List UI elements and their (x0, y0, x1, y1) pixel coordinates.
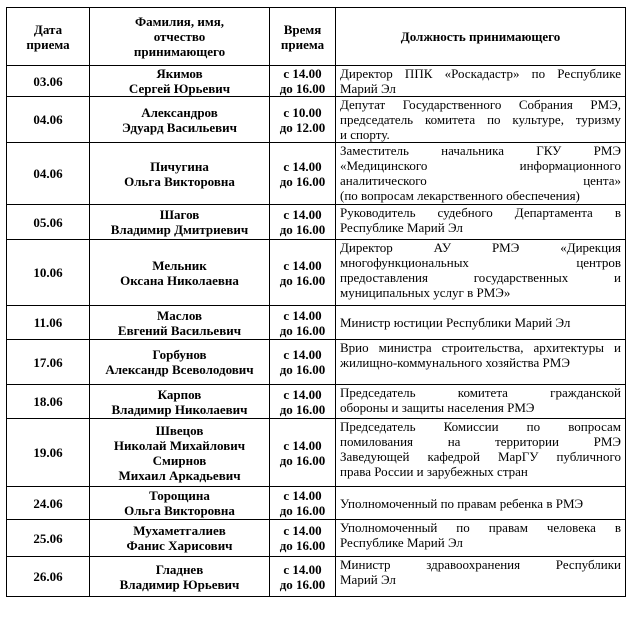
text-line: с 14.00 (283, 158, 322, 174)
cell-name (90, 66, 270, 97)
text-line: Директор ППК «Роскадастр» по Республике (340, 66, 621, 81)
text-line: Ольга Викторовна (124, 173, 235, 189)
header-time (270, 8, 336, 66)
cell-name (90, 520, 270, 557)
table-row (7, 66, 626, 97)
text-line: обороны и защиты населения РМЭ (340, 400, 535, 415)
cell-date: 10.06 (7, 240, 90, 306)
cell-name (90, 487, 270, 520)
table-row (7, 487, 626, 520)
table-body (7, 66, 626, 597)
cell-position (336, 66, 626, 97)
text-line: Карпов (157, 386, 202, 402)
cell-name (90, 143, 270, 205)
text-line: Александр Всеволодович (105, 362, 254, 377)
text-line: «Медицинского информационного (340, 158, 621, 173)
cell-time (270, 419, 336, 487)
text-line: Гладнев (155, 561, 204, 577)
cell-name (90, 340, 270, 385)
text-line: Фанис Харисович (126, 538, 233, 553)
text-line: до 12.00 (279, 119, 326, 135)
text-line: с 10.00 (283, 104, 322, 120)
cell-date: 17.06 (7, 340, 90, 385)
text-line: до 16.00 (279, 576, 326, 592)
cell-date: 25.06 (7, 520, 90, 557)
cell-position (336, 557, 626, 597)
text-line: с 14.00 (283, 207, 322, 222)
text-line: муниципальных услуг в РМЭ» (340, 285, 511, 300)
cell-date: 19.06 (7, 419, 90, 487)
table-row (7, 340, 626, 385)
cell-time (270, 487, 336, 520)
cell-name (90, 385, 270, 419)
cell-position (336, 520, 626, 557)
cell-date: 03.06 (7, 66, 90, 97)
text-line: с 14.00 (283, 66, 322, 81)
text-line: Торощина (149, 488, 210, 503)
cell-date: 04.06 (7, 97, 90, 143)
cell-date: 26.06 (7, 557, 90, 597)
text-line: до 16.00 (279, 81, 326, 96)
text-line: Уполномоченный по правам ребенка в РМЭ (340, 495, 584, 511)
text-line: Заведующей кафедрой МарГУ публичного (340, 449, 621, 464)
text-line: Должность принимающего (400, 29, 561, 44)
text-line: Депутат Государственного Собрания РМЭ, (340, 97, 621, 112)
cell-time (270, 520, 336, 557)
text-line: Республике Марий Эл (340, 535, 463, 550)
text-line: с 14.00 (283, 386, 322, 402)
text-line: Шагов (159, 207, 200, 222)
text-line: с 14.00 (283, 488, 322, 503)
text-line: Смирнов (152, 452, 207, 468)
cell-position (336, 487, 626, 520)
text-line: отчество (153, 29, 206, 44)
text-line: предоставления государственных и (340, 270, 621, 285)
text-line: с 14.00 (283, 561, 322, 577)
text-line: Николай Михайлович (113, 437, 246, 453)
header-position (336, 8, 626, 66)
text-line: Время (283, 21, 322, 37)
text-line: до 16.00 (279, 503, 326, 518)
text-line: аналитического цента» (340, 173, 621, 188)
text-line: жилищно-коммунального хозяйства РМЭ (340, 355, 570, 370)
text-line: Врио министра строительства, архитектуры и (340, 340, 621, 355)
cell-time (270, 340, 336, 385)
table-row (7, 557, 626, 597)
table-row (7, 520, 626, 557)
text-line: Марий Эл (340, 572, 396, 587)
text-line: Швецов (155, 422, 204, 438)
text-line: Владимир Николаевич (111, 401, 248, 417)
text-line: многофункциональных центров (340, 255, 621, 270)
text-line: Мухаметгалиев (133, 523, 226, 538)
cell-time (270, 205, 336, 240)
text-line: Директор АУ РМЭ «Дирекция (340, 240, 621, 255)
text-line: Эдуард Васильевич (122, 119, 237, 135)
cell-date: 05.06 (7, 205, 90, 240)
text-line: Владимир Юрьевич (119, 576, 240, 592)
text-line: Председатель Комиссии по вопросам (340, 419, 621, 434)
text-line: Сергей Юрьевич (128, 81, 231, 96)
text-line: до 16.00 (279, 322, 326, 338)
text-line: до 16.00 (279, 538, 326, 553)
text-line: принимающего (133, 44, 226, 59)
text-line: Министр здравоохранения Республики (340, 557, 621, 572)
cell-time (270, 97, 336, 143)
text-line: приема (280, 36, 325, 52)
cell-position (336, 419, 626, 487)
reception-schedule-table (6, 7, 626, 597)
text-line: Горбунов (152, 347, 207, 362)
text-line: Якимов (156, 66, 203, 81)
cell-time (270, 66, 336, 97)
text-line: Владимир Дмитриевич (110, 222, 249, 237)
cell-name (90, 205, 270, 240)
text-line: до 16.00 (279, 362, 326, 377)
text-line: председатель комитета по культуре, туризму (340, 112, 621, 127)
text-line: Фамилия, имя, (135, 14, 224, 29)
text-line: Марий Эл (340, 81, 396, 96)
text-line: Заместитель начальника ГКУ РМЭ (340, 143, 621, 158)
text-line: до 16.00 (279, 272, 326, 288)
cell-name (90, 240, 270, 306)
table-row (7, 143, 626, 205)
cell-time (270, 240, 336, 306)
cell-name (90, 419, 270, 487)
cell-position (336, 306, 626, 340)
text-line: Евгений Васильевич (117, 322, 242, 338)
cell-name (90, 557, 270, 597)
text-line: приема (26, 36, 70, 52)
text-line: Председатель комитета гражданской (340, 385, 621, 400)
cell-position (336, 205, 626, 240)
text-line: Дата (33, 21, 63, 37)
cell-date: 24.06 (7, 487, 90, 520)
cell-time (270, 557, 336, 597)
text-line: с 14.00 (283, 523, 322, 538)
text-line: с 14.00 (283, 257, 322, 273)
text-line: до 16.00 (279, 401, 326, 417)
header-name (90, 8, 270, 66)
text-line: до 16.00 (279, 452, 326, 468)
cell-position (336, 340, 626, 385)
table-row (7, 419, 626, 487)
cell-time (270, 385, 336, 419)
text-line: Министр юстиции Республики Марий Эл (340, 315, 571, 330)
cell-position (336, 240, 626, 306)
text-line: Республике Марий Эл (340, 220, 463, 235)
table-header-row (7, 8, 626, 66)
text-line: с 14.00 (283, 347, 322, 362)
cell-date: 18.06 (7, 385, 90, 419)
cell-position (336, 385, 626, 419)
cell-time (270, 306, 336, 340)
table-row (7, 385, 626, 419)
text-line: Маслов (156, 307, 203, 323)
cell-date: 04.06 (7, 143, 90, 205)
text-line: Уполномоченный по правам человека в (340, 520, 621, 535)
table-row (7, 205, 626, 240)
table-row (7, 240, 626, 306)
text-line: с 14.00 (283, 437, 322, 453)
table-row (7, 97, 626, 143)
text-line: помилования на территории РМЭ (340, 434, 621, 449)
cell-name (90, 97, 270, 143)
table-row (7, 306, 626, 340)
text-line: Александров (141, 104, 218, 120)
text-line: Руководитель судебного Департамента в (340, 205, 621, 220)
cell-name (90, 306, 270, 340)
cell-position (336, 143, 626, 205)
text-line: до 16.00 (279, 222, 326, 237)
text-line: Ольга Викторовна (124, 503, 235, 518)
cell-time (270, 143, 336, 205)
cell-date: 11.06 (7, 306, 90, 340)
text-line: Пичугина (150, 158, 209, 174)
text-line: (по вопросам лекарственного обеспечения) (340, 188, 580, 203)
text-line: с 14.00 (283, 307, 322, 323)
text-line: Оксана Николаевна (120, 272, 239, 288)
text-line: Мельник (152, 257, 207, 273)
text-line: Михаил Аркадьевич (118, 467, 241, 483)
text-line: до 16.00 (279, 173, 326, 189)
header-date (7, 8, 90, 66)
text-line: права России и зарубежных стран (340, 464, 528, 479)
text-line: и спорту. (340, 127, 390, 142)
cell-position (336, 97, 626, 143)
